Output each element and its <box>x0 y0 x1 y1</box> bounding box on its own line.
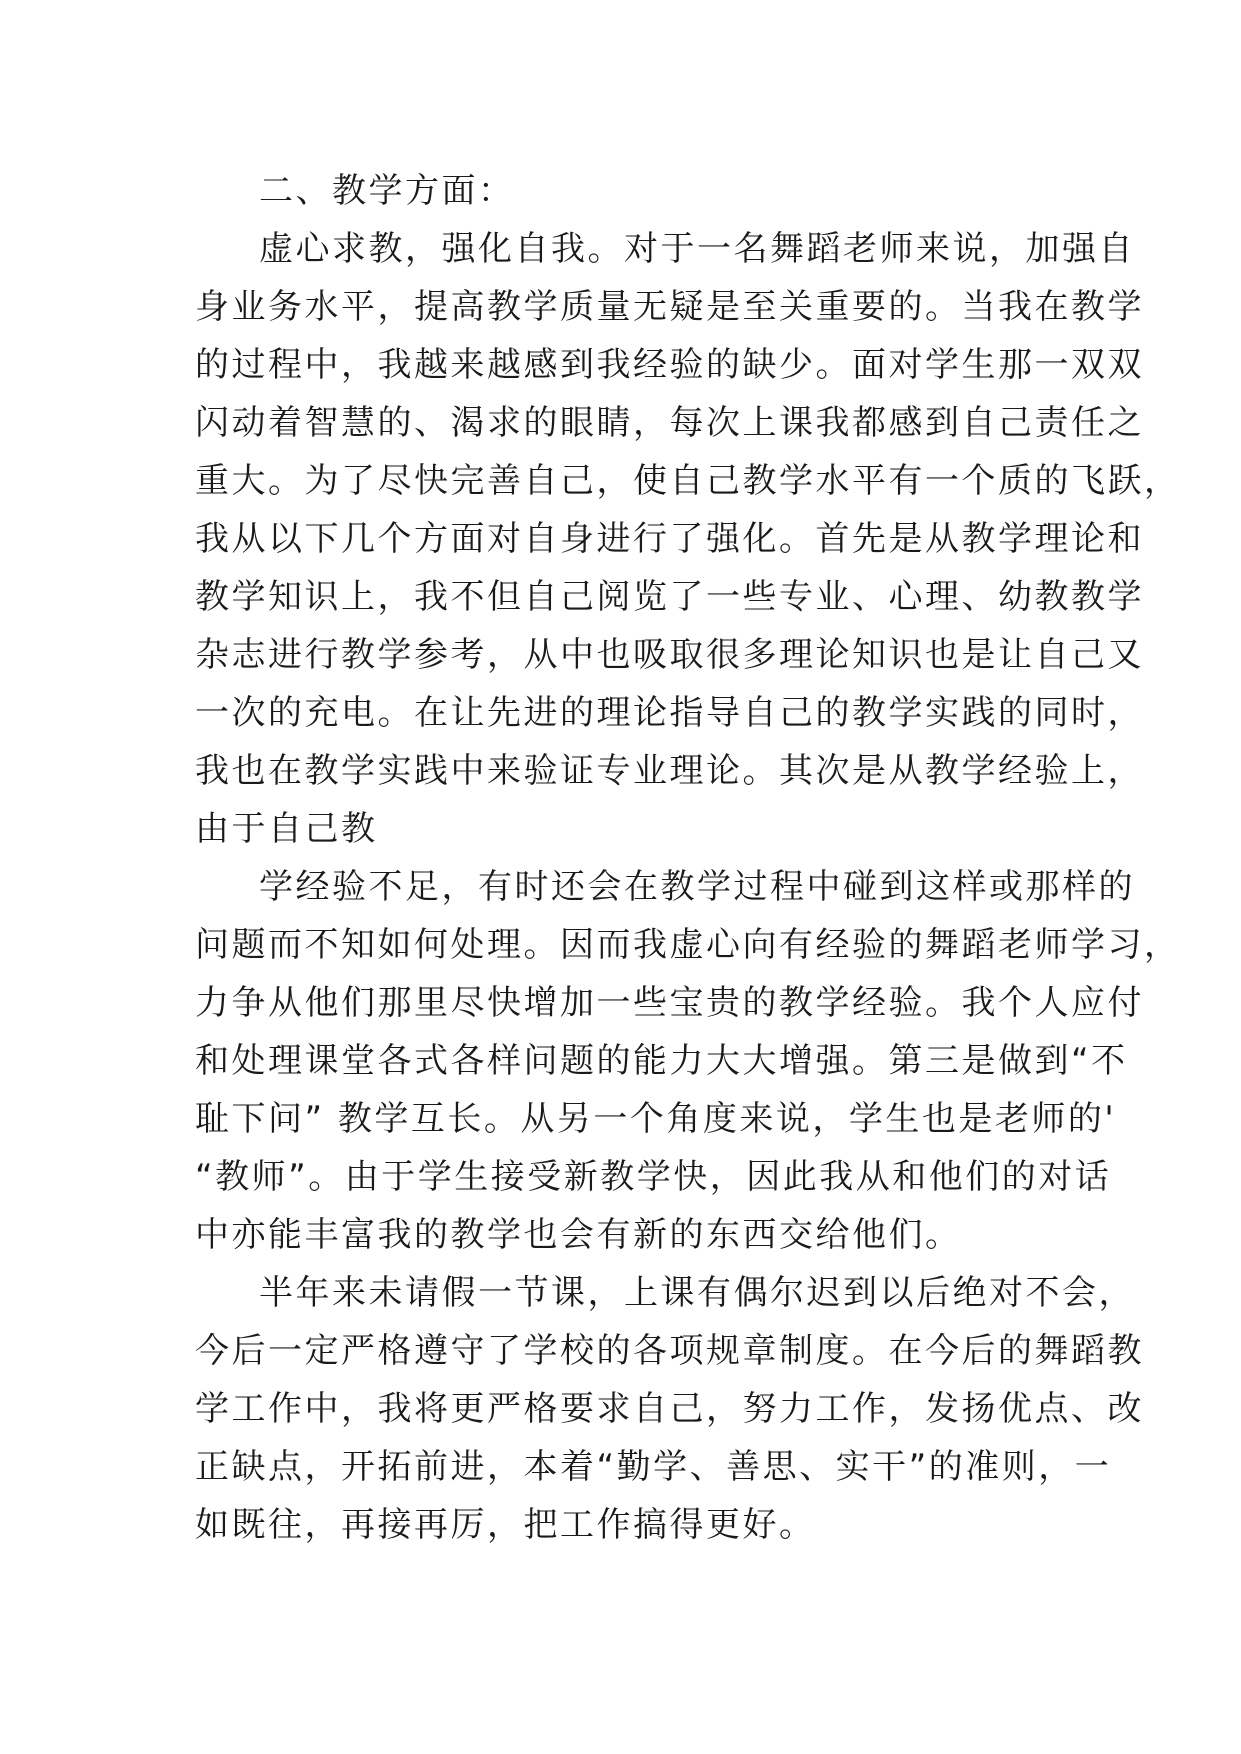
paragraph-line: 半年来未请假一节课，上课有偶尔迟到以后绝对不会， <box>259 1273 1135 1313</box>
paragraph-line: 杂志进行教学参考，从中也吸取很多理论知识也是让自己又 <box>195 635 1144 675</box>
paragraph-line: 我也在教学实践中来验证专业理论。其次是从教学经验上， <box>195 751 1144 791</box>
paragraph-line: 如既往，再接再厉，把工作搞得更好。 <box>195 1505 816 1545</box>
paragraph-line: 我从以下几个方面对自身进行了强化。首先是从教学理论和 <box>195 519 1144 559</box>
paragraph-2 <box>195 858 1181 1264</box>
paragraph-1 <box>195 220 1181 858</box>
paragraph-line: “教师”。由于学生接受新教学快，因此我从和他们的对话 <box>195 1157 1112 1197</box>
paragraph-line: 中亦能丰富我的教学也会有新的东西交给他们。 <box>195 1215 962 1255</box>
paragraph-line: 问题而不知如何处理。因而我虚心向有经验的舞蹈老师学习， <box>195 925 1181 965</box>
paragraph-line: 由于自己教 <box>195 809 378 849</box>
paragraph-line: 耻下问” 教学互长。从另一个角度来说，学生也是老师的' <box>195 1099 1117 1139</box>
paragraph-line: 力争从他们那里尽快增加一些宝贵的教学经验。我个人应付 <box>195 983 1144 1023</box>
paragraph-line: 的过程中，我越来越感到我经验的缺少。面对学生那一双双 <box>195 345 1144 385</box>
document-body <box>195 162 1181 1554</box>
paragraph-line: 正缺点，开拓前进，本着“勤学、善思、实干”的准则，一 <box>195 1447 1112 1487</box>
paragraph-line: 学工作中，我将更严格要求自己，努力工作，发扬优点、改 <box>195 1389 1144 1429</box>
section-heading: 二、教学方面： <box>259 171 515 211</box>
paragraph-line: 身业务水平，提高教学质量无疑是至关重要的。当我在教学 <box>195 287 1144 327</box>
paragraph-line: 一次的充电。在让先进的理论指导自己的教学实践的同时， <box>195 693 1144 733</box>
paragraph-line: 重大。为了尽快完善自己，使自己教学水平有一个质的飞跃， <box>195 461 1181 501</box>
paragraph-line: 和处理课堂各式各样问题的能力大大增强。第三是做到“不 <box>195 1041 1128 1081</box>
paragraph-line: 虚心求教，强化自我。对于一名舞蹈老师来说，加强自 <box>259 229 1135 269</box>
paragraph-line: 学经验不足，有时还会在教学过程中碰到这样或那样的 <box>259 867 1135 907</box>
paragraph-line: 闪动着智慧的、渴求的眼睛，每次上课我都感到自己责任之 <box>195 403 1144 443</box>
paragraph-line: 教学知识上，我不但自己阅览了一些专业、心理、幼教教学 <box>195 577 1144 617</box>
paragraph-line: 今后一定严格遵守了学校的各项规章制度。在今后的舞蹈教 <box>195 1331 1144 1371</box>
paragraph-3 <box>195 1264 1144 1554</box>
